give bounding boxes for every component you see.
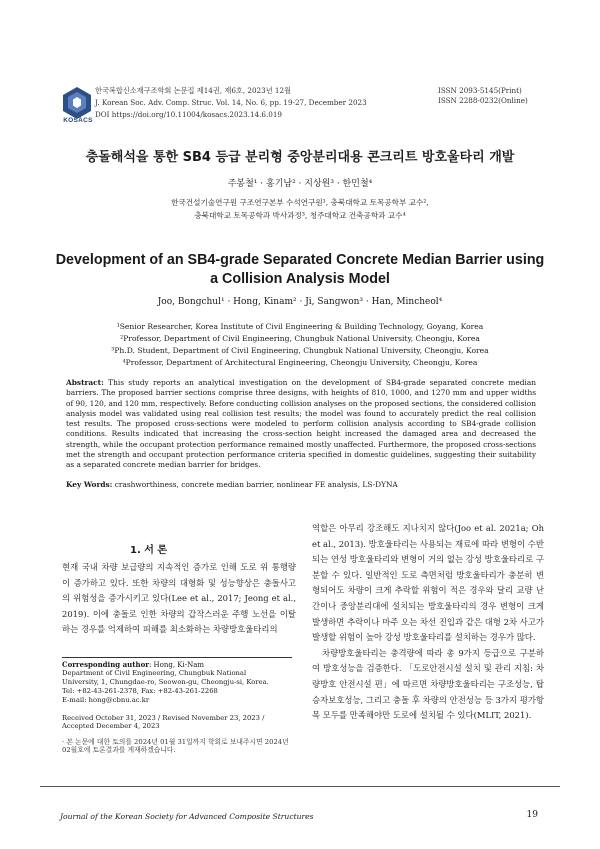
authors-korean: 주봉철¹ · 홍기남² · 지상원³ · 한민철⁴ — [227, 179, 373, 189]
affiliation-kr-2: 충북대학교 토목공학과 박사과정³, 청주대학교 건축공학과 교수⁴ — [194, 211, 406, 220]
affiliation-kr-1: 한국건설기술연구원 구조연구본부 수석연구원¹, 충북대학교 토목공학부 교수², — [171, 198, 429, 207]
authors-english: Joo, Bongchul¹ · Hong, Kinam² · Ji, Sangwon³ · Han, Mincheol⁴ — [157, 297, 443, 307]
affiliation-en-2: ²Professor, Department of Civil Engineering, Chungbuk National University, Cheongju, Korea — [120, 334, 480, 343]
affiliation-en-4: ⁴Professor, Department of Architectural Engineering, Cheongju University, Cheongju, Korea — [122, 358, 478, 367]
kosacs-logo-icon — [60, 86, 94, 120]
right-column-paragraph-1: 역할은 아무리 강조해도 지나치지 않다(Joo et al. 2021a; Oh et al., 2013). 방호울타리는 사용되는 재료에 따라 변형이 수반되는 연성 방호울타리와 변형이 거의 없는 강성 방호울타리로 구분할 수 있다. 일반적인 도로 측면처럼 방호울타리가 충분히 변형되어도 차량이 크게 추락할 위험이 적은 경우와 달리 교량 난간이나 중앙분리대에 설치되는 방호울타리의 경우 변형이 크게 발생하면 추락이나 마주 오는 차선 진입과 같은 대형 2차 사고가 발생할 위험이 높아 강성 방호울타리를 설치하는 경우가 많다. — [312, 523, 544, 643]
title-english-line-1: Development of an SB4-grade Separated Concrete Median Barrier using — [55, 252, 545, 268]
issn-online: ISSN 2288-0232(Online) — [438, 96, 528, 105]
keywords-text: crashworthiness, concrete median barrier, nonlinear FE analysis, LS-DYNA — [112, 480, 398, 489]
abstract — [66, 378, 536, 471]
title-korean: 충돌해석을 통한 SB4 등급 분리형 중앙분리대용 콘크리트 방호울타리 개발 — [85, 150, 515, 165]
corresponding-author — [62, 660, 204, 669]
abstract-text: This study reports an analytical investigation on the development of SB4-grade separated concrete median barriers. The proposed barrier sections comprise three designs, with heights of 810, 1000, and 1270 mm and upper widths of 90, 120, and 120 mm, respectively. Before conducting collision analyses on the proposed sections, the considered collision analysis model was validated using real collision test results; the model was found to accurately predict the real collision test results. The proposed cross-sections were modeled to perform collision analysis according to SB4-grade collision conditions. Results indicated that increasing the cross-section height increased the damaged area and decreased the strength, while the occupant protection performance remained mostly unaffected. Furthermore, the proposed cross-sections met the strength and occupant protection performance criteria specified in domestic guidelines, suggesting their suitability as a separated concrete median barrier for bridges. — [66, 378, 536, 470]
left-column-text: 현재 국내 차량 보급량의 지속적인 증가로 인해 도로 위 통행량이 증가하고 있다. 또한 차량의 대형화 및 성능향상은 충돌사고의 위험성을 증가시키고 있다(Lee et al., 2017; Jeong et al., 2019). 이에 충돌로 인한 차량의 갑작스러운 주행 노선을 이탈하는 경우를 억제하여 피해를 최소화하는 차량방호울타리의 — [62, 562, 296, 635]
affiliation-en-3: ³Ph.D. Student, Department of Civil Engineering, Chungbuk National University, Cheongju, Korea — [111, 346, 489, 355]
citation: J. Korean Soc. Adv. Comp. Struc. Vol. 14, No. 6, pp. 19-27, December 2023 — [95, 98, 367, 107]
abstract-label: Abstract: — [66, 378, 104, 387]
corresponding-name: : Hong, Ki-Nam — [148, 661, 205, 669]
corresponding-line-3: Tel: +82-43-261-2378, Fax: +82-43-261-2268 — [62, 687, 218, 695]
doi-link[interactable]: DOI https://doi.org/10.11004/kosacs.2023.14.6.019 — [95, 110, 282, 119]
journal-kr: 한국복합신소재구조학회 논문집 제14권, 제6호, 2023년 12월 — [95, 86, 292, 95]
footnote-divider — [62, 657, 292, 658]
right-column — [312, 521, 544, 724]
logo-text: KOSACS — [63, 117, 93, 124]
corresponding-line-1: Department of Civil Engineering, Chungbuk National — [62, 669, 247, 677]
footer-journal: Journal of the Korean Society for Advanced Composite Structures — [60, 812, 314, 821]
title-english — [0, 251, 600, 289]
keywords-label: Key Words: — [66, 480, 113, 489]
corresponding-line-2: University, 1, Chungdae-ro, Seowon-gu, Cheongju-si, Korea. — [62, 678, 269, 686]
title-english-line-2: a Collision Analysis Model — [210, 271, 390, 287]
discussion-notice: · 본 논문에 대한 토의를 2024년 01월 31일까지 학회로 보내주시면 2024년 02월호에 토론결과를 게재하겠습니다. — [62, 738, 289, 755]
footer-divider — [40, 786, 560, 787]
corresponding-label: Corresponding author — [62, 660, 149, 669]
page-number: 19 — [526, 810, 538, 820]
received-dates: Received October 31, 2023 / Revised November 23, 2023 / Accepted December 4, 2023 — [62, 714, 265, 731]
corresponding-email[interactable]: E-mail: hong@cbnu.ac.kr — [62, 696, 150, 704]
right-column-paragraph-2: 차량방호울타리는 충격량에 따라 총 9가지 등급으로 구분하여 방호성능을 검증한다. 「도로안전시설 설치 및 관리 지침: 차량방호 안전시설 편」에 따르면 차량방호울타리는 구조성능, 탑승자보호성능, 그리고 충돌 후 차량의 안전성능 등 3가지 평가항목 모두를 만족해야만 도로에 설치될 수 있다(MLIT, 2021). — [312, 647, 544, 721]
affiliation-en-1: ¹Senior Researcher, Korea Institute of Civil Engineering & Building Technology, Goyang, Korea — [116, 322, 484, 331]
section-title: 1. 서 론 — [130, 545, 168, 556]
issn-print: ISSN 2093-5145(Print) — [438, 86, 522, 95]
keywords — [66, 480, 536, 489]
